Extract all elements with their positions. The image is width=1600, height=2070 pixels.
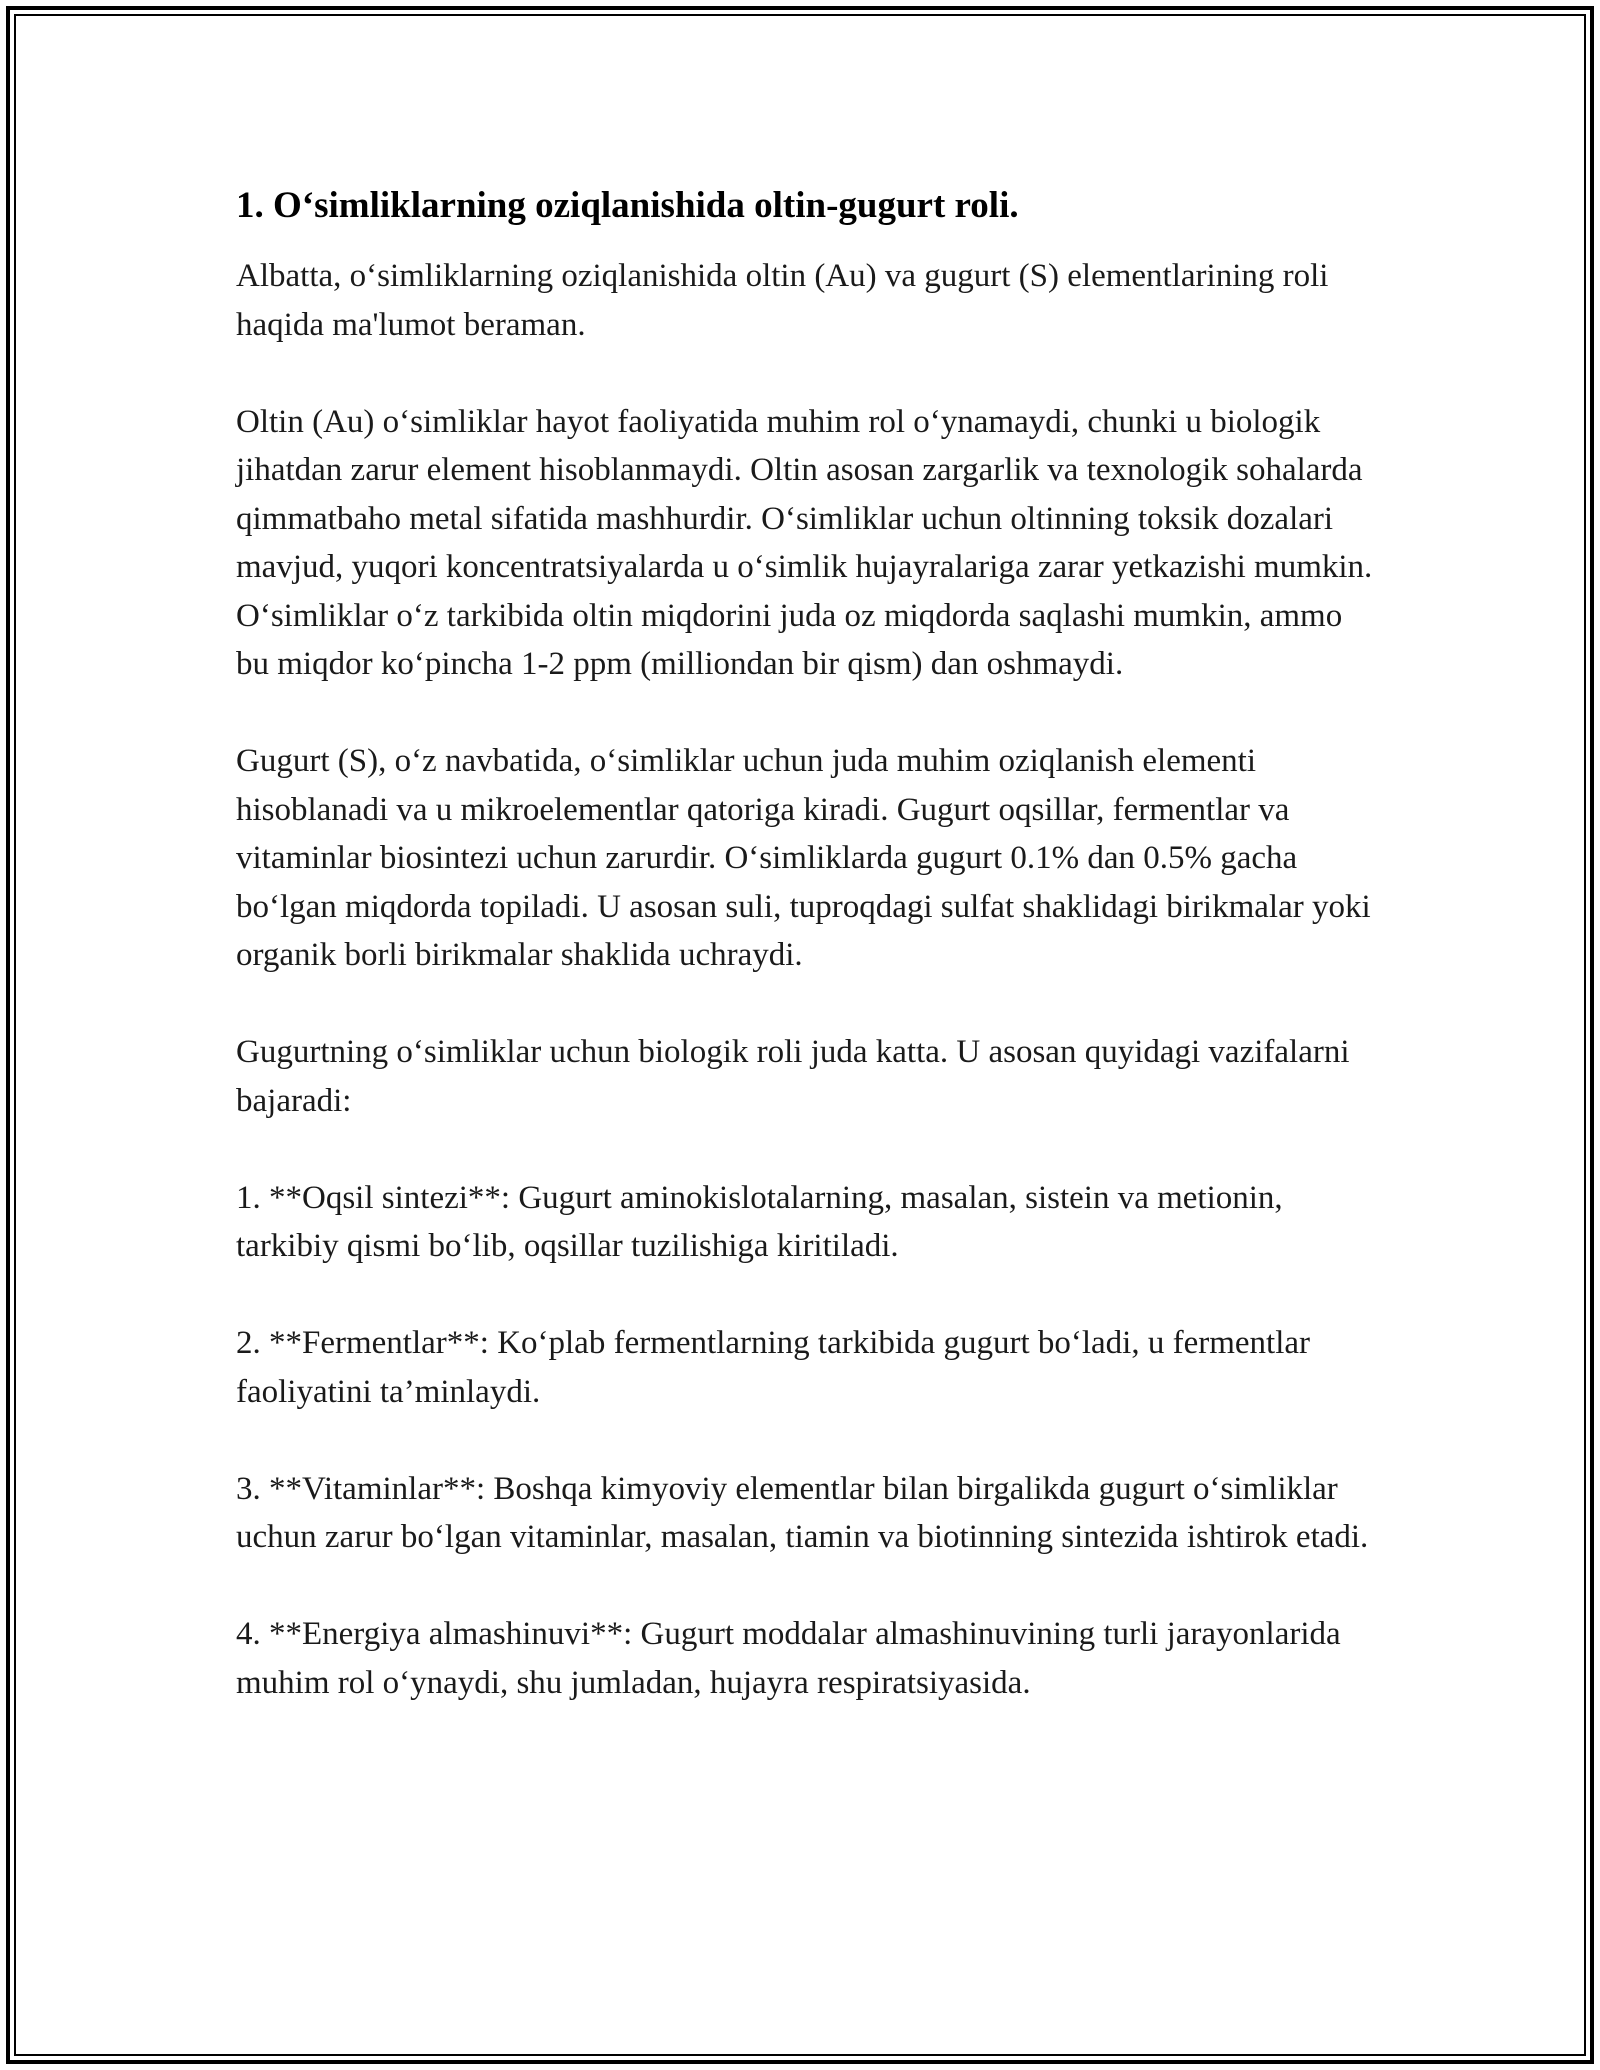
paragraph-gold: Oltin (Au) o‘simliklar hayot faoliyatida muhim rol o‘ynamaydi, chunki u biologik jihatdan zarur element hisoblanmaydi. Oltin asosan zargarlik va texnologik sohalarda qimmatbaho metal sifatida mashhurdir. O‘simliklar uchun oltinning toksik dozalari mavjud, yuqori koncentratsiyalarda u o‘simlik hujayralariga zarar yetkazishi mumkin. O‘simliklar o‘z tarkibida oltin miqdorini juda oz miqdorda saqlashi mumkin, ammo bu miqdor ko‘pincha 1-2 ppm (milliondan bir qism) dan oshmaydi. [236, 403, 1373, 682]
list-item-energy-metabolism: 4. **Energiya almashinuvi**: Gugurt moddalar almashinuvining turli jarayonlarida muhim rol o‘ynaydi, shu jumladan, hujayra respiratsiyasida. [236, 1616, 1341, 1701]
list-item-enzymes: 2. **Fermentlar**: Ko‘plab fermentlarning tarkibida gugurt bo‘ladi, u fermentlar faoliyatini ta’minlaydi. [236, 1325, 1310, 1410]
paragraph-intro: Albatta, o‘simliklarning oziqlanishida oltin (Au) va gugurt (S) elementlarining roli haqida ma'lumot beraman. [236, 258, 1329, 343]
paragraph-sulfur: Gugurt (S), o‘z navbatida, o‘simliklar uchun juda muhim oziqlanish elementi hisoblanadi va u mikroelementlar qatoriga kiradi. Gugurt oqsillar, fermentlar va vitaminlar biosintezi uchun zarurdir. O‘simliklarda gugurt 0.1% dan 0.5% gacha bo‘lgan miqdorda topiladi. U asosan suli, tuproqdagi sulfat shaklidagi birikmalar yoki organik borli birikmalar shaklida uchraydi. [236, 743, 1371, 973]
document-title: 1. O‘simliklarning oziqlanishida oltin-gugurt roli. [236, 185, 1019, 226]
document-body [236, 182, 1376, 1756]
paragraph-sulfur-role: Gugurtning o‘simliklar uchun biologik roli juda katta. U asosan quyidagi vazifalarni bajaradi: [236, 1034, 1350, 1119]
list-item-vitamins: 3. **Vitaminlar**: Boshqa kimyoviy elementlar bilan birgalikda gugurt o‘simliklar uchun zarur bo‘lgan vitaminlar, masalan, tiamin va biotinning sintezida ishtirok etadi. [236, 1470, 1369, 1555]
list-item-protein-synthesis: 1. **Oqsil sintezi**: Gugurt aminokislotalarning, masalan, sistein va metionin, tarkibiy qismi bo‘lib, oqsillar tuzilishiga kiritiladi. [236, 1179, 1283, 1264]
